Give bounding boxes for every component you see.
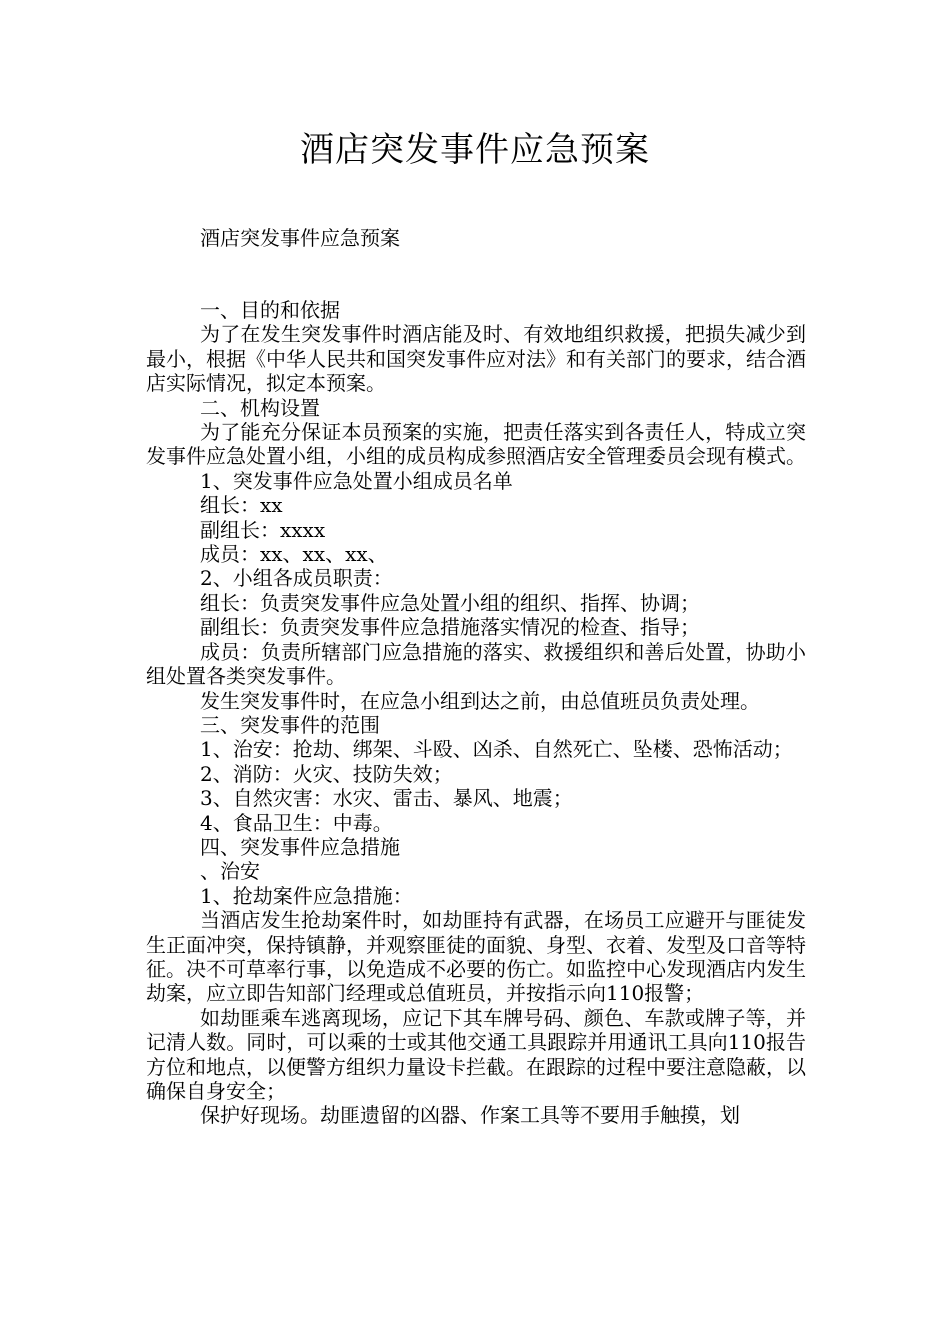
paragraph: 保护好现场。劫匪遗留的凶器、作案工具等不要用手触摸，划 [200,1103,740,1128]
sub-heading: 2、小组各成员职责： [200,566,393,591]
document-subtitle: 酒店突发事件应急预案 [200,226,400,250]
document-title: 酒店突发事件应急预案 [300,130,650,170]
paragraph: 副组长：xxxx [200,517,326,542]
paragraph: 1、治安：抢劫、绑架、斗殴、凶杀、自然死亡、坠楼、恐怖活动； [200,737,793,762]
paragraph: 组长：xx [200,493,283,518]
paragraph: 成员：负责所辖部门应急措施的落实、救援组织和善后处置，协助小组处置各类突发事件。 [146,639,806,689]
paragraph: 如劫匪乘车逃离现场，应记下其车牌号码、颜色、车款或牌子等，并记清人数。同时，可以乘的士或其他交通工具跟踪并用通讯工具向110报告方位和地点，以便警方组织力量设卡拦截。在跟踪的过程中要注意隐蔽，以确保自身安全； [146,1005,806,1103]
paragraph: 2、消防：火灾、技防失效； [200,761,453,786]
paragraph: 发生突发事件时，在应急小组到达之前，由总值班员负责处理。 [200,688,760,713]
paragraph: 当酒店发生抢劫案件时，如劫匪持有武器，在场员工应避开与匪徒发生正面冲突，保持镇静，并观察匪徒的面貌、身型、衣着、发型及口音等特征。决不可草率行事，以免造成不必要的伤亡。如监控中心发现酒店内发生劫案，应立即告知部门经理或总值班员，并按指示向110报警； [146,908,806,1006]
section-heading: 三、突发事件的范围 [200,712,380,737]
sub-heading: 1、抢劫案件应急措施： [200,883,413,908]
paragraph: 4、食品卫生：中毒。 [200,810,393,835]
section-heading: 二、机构设置 [200,395,320,420]
paragraph: 组长：负责突发事件应急处置小组的组织、指挥、协调； [200,590,700,615]
paragraph: 3、自然灾害：水灾、雷击、暴风、地震； [200,786,573,811]
sub-heading: 1、突发事件应急处置小组成员名单 [200,468,513,493]
paragraph: 成员：xx、xx、xx、 [200,542,388,567]
section-heading: 四、突发事件应急措施 [200,834,400,859]
paragraph: 为了在发生突发事件时酒店能及时、有效地组织救援，把损失减少到最小，根据《中华人民共和国突发事件应对法》和有关部门的要求，结合酒店实际情况，拟定本预案。 [146,322,806,396]
section-heading: 一、目的和依据 [200,298,340,322]
paragraph: 为了能充分保证本员预案的实施，把责任落实到各责任人，特成立突发事件应急处置小组，小组的成员构成参照酒店安全管理委员会现有模式。 [146,420,806,469]
document-body [146,298,806,1128]
paragraph: 副组长：负责突发事件应急措施落实情况的检查、指导； [200,615,700,640]
sub-heading: 、治安 [200,859,260,884]
